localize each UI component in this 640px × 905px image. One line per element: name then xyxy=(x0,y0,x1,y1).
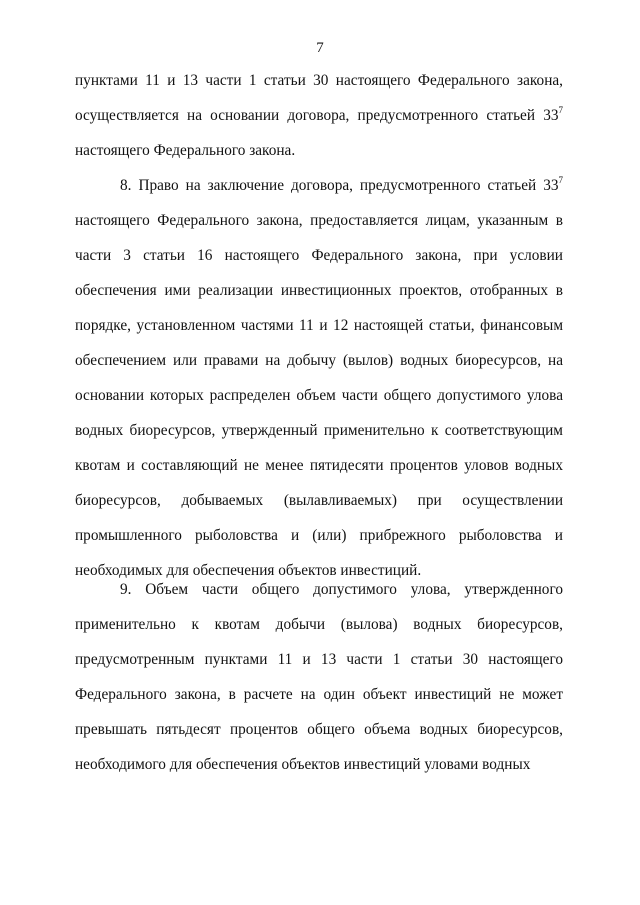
superscript-index: 7 xyxy=(558,104,563,115)
paragraph-item-9: 9. Объем части общего допустимого улова, утвержденного применительно к квотам добычи (вылова) водных биоресурсов, предусмотренным пунктами 11 и 13 части 1 статьи 30 настоящего Федерального закона, в расчете на один объект инвестиций не может превышать пятьдесят процентов общего объема водных биоресурсов, необходимого для обеспечения объектов инвестиций уловами водных xyxy=(75,581,563,773)
paragraph-text-tail: настоящего Федерального закона. xyxy=(75,142,296,159)
paragraph-item-8 xyxy=(75,168,563,588)
page-number: 7 xyxy=(316,40,324,56)
paragraph-text-tail: настоящего Федерального закона, предоставляется лицам, указанным в части 3 статьи 16 настоящего Федерального закона, при условии обеспечения ими реализации инвестиционных проектов, отобранных в порядке, установленном частями 11 и 12 настоящей статьи, финансовым обеспечением или правами на добычу (вылов) водных биоресурсов, на основании которых распределен объем части общего допустимого улова водных биоресурсов, утвержденный применительно к соответствующим квотам и составляющий не менее пятидесяти процентов уловов водных биоресурсов, добываемых (вылавливаемых) при осуществлении промышленного рыболовства и (или) прибрежного рыболовства и необходимых для обеспечения объектов инвестиций. xyxy=(75,212,563,579)
paragraph-continuation xyxy=(75,63,563,168)
paragraph-text: 8. Право на заключение договора, предусмотренного статьей 33 xyxy=(120,177,559,194)
paragraph-text: пунктами 11 и 13 части 1 статьи 30 настоящего Федерального закона, осуществляется на основании договора, предусмотренного статьей 33 xyxy=(75,72,563,124)
superscript-index: 7 xyxy=(558,174,563,185)
